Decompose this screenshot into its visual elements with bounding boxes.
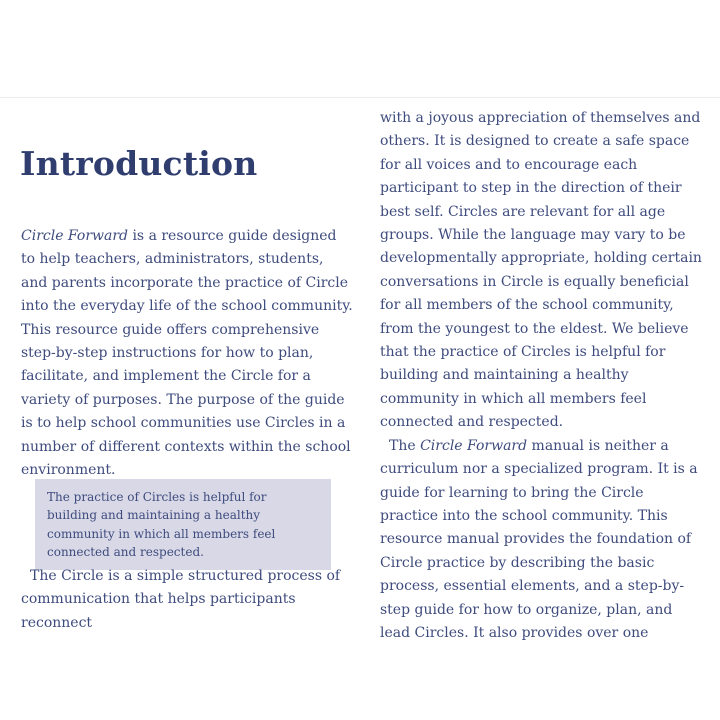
continuation-paragraph: with a joyous appreciation of themselves and others. It is designed to create a safe space for all voices and to encourage each participant to step in the direction of their best self. Circles are relevant for all age groups. While the language may vary to be developmentally appropriate, holding certain conversations in Circle is equally beneficial for all members of the school community, from the youngest to the eldest. We believe that the practice of Circles is helpful for building and maintaining a healthy community in which all members feel connected and respected. [380,110,702,431]
intro-paragraph [21,225,353,482]
circle-paragraph: The Circle is a simple structured process of communication that helps participants reconnect [21,568,341,631]
intro-paragraph-text: is a resource guide designed to help teachers, administrators, students, and parents incorporate the practice of Circle into the everyday life of the school community. This resource guide offers comprehensive step-by-step instructions for how to plan, facilitate, and implement the Circle for a variety of purposes. The purpose of the guide is to help school communities use Circles in a number of different contexts within the school environment. [21,228,353,479]
callout-box [35,479,331,570]
right-column [380,107,706,645]
manual-paragraph [380,435,706,646]
page-title: Introduction [20,144,258,183]
manual-paragraph-text: manual is neither a curriculum nor a specialized program. It is a guide for learning to bring the Circle practice into the school community. This resource manual provides the foundation of Circle practice by describing the basic process, essential elements, and a step-by-step guide for how to organize, plan, and lead Circles. It also provides over one [380,437,698,641]
book-title-italic: Circle Forward [21,228,128,244]
page-divider [0,97,720,98]
book-title-italic: Circle Forward [420,437,528,454]
callout-text: The practice of Circles is helpful for building and maintaining a healthy community in which all members feel connected and respected. [47,490,276,559]
manual-paragraph-lead: The [389,437,421,454]
